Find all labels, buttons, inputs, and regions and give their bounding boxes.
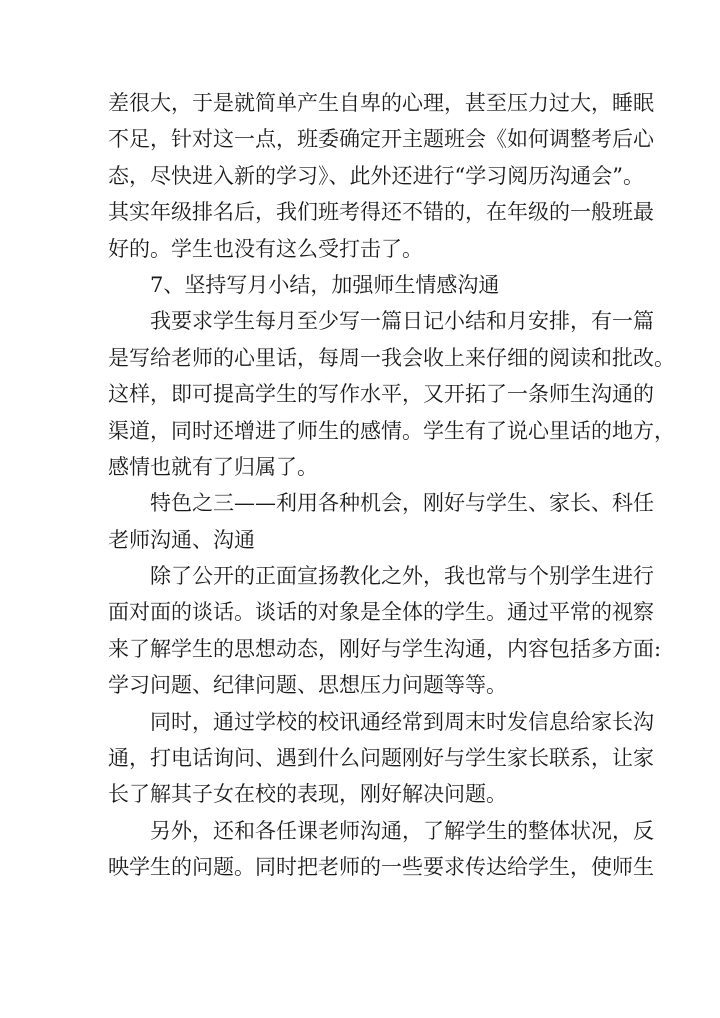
text-line: 其实年级排名后，我们班考得还不错的，在年级的一般班最	[108, 200, 654, 225]
text-line: 这样，即可提高学生的写作水平，又开拓了一条师生沟通的	[108, 382, 654, 407]
text-line: 好的。学生也没有这么受打击了。	[108, 236, 423, 261]
text-line: 感情也就有了归属了。	[108, 454, 318, 479]
section-heading: 7、坚持写月小结，加强师生情感沟通	[150, 272, 500, 297]
body-text	[108, 85, 675, 886]
text-line: 不足，针对这一点，班委确定开主题班会《如何调整考后心	[108, 127, 654, 152]
text-line: 面对面的谈话。谈话的对象是全体的学生。通过平常的视察	[108, 600, 654, 625]
section-heading: 老师沟通、沟通	[108, 527, 255, 552]
text-line: 差很大，于是就简单产生自卑的心理，甚至压力过大，睡眠	[108, 91, 654, 115]
text-line: 映学生的问题。同时把老师的一些要求传达给学生，使师生	[108, 855, 654, 880]
text-line: 长了解其子女在校的表现，刚好解决问题。	[108, 782, 507, 807]
text-line: 通，打电话询问、遇到什么问题刚好与学生家长联系，让家	[108, 746, 654, 771]
text-line: 学习问题、纪律问题、思想压力问题等等。	[108, 673, 507, 698]
text-line: 是写给老师的心里话，每周一我会收上来仔细的阅读和批改。	[108, 345, 675, 370]
section-heading: 特色之三——利用各种机会，刚好与学生、家长、科任	[150, 491, 654, 516]
text-line: 来了解学生的思想动态，刚好与学生沟通，内容包括多方面:	[108, 636, 662, 661]
text-line: 我要求学生每月至少写一篇日记小结和月安排，有一篇	[150, 309, 654, 334]
text-line: 另外，还和各任课老师沟通，了解学生的整体状况，反	[150, 818, 654, 843]
text-line: 渠道，同时还增进了师生的感情。学生有了说心里话的地方，	[108, 418, 675, 443]
text-line: 同时，通过学校的校讯通经常到周末时发信息给家长沟	[150, 709, 654, 734]
text-line: 态，尽快进入新的学习》、此外还进行“学习阅历沟通会”。	[108, 163, 644, 188]
text-line: 除了公开的正面宣扬教化之外，我也常与个别学生进行	[150, 564, 654, 589]
